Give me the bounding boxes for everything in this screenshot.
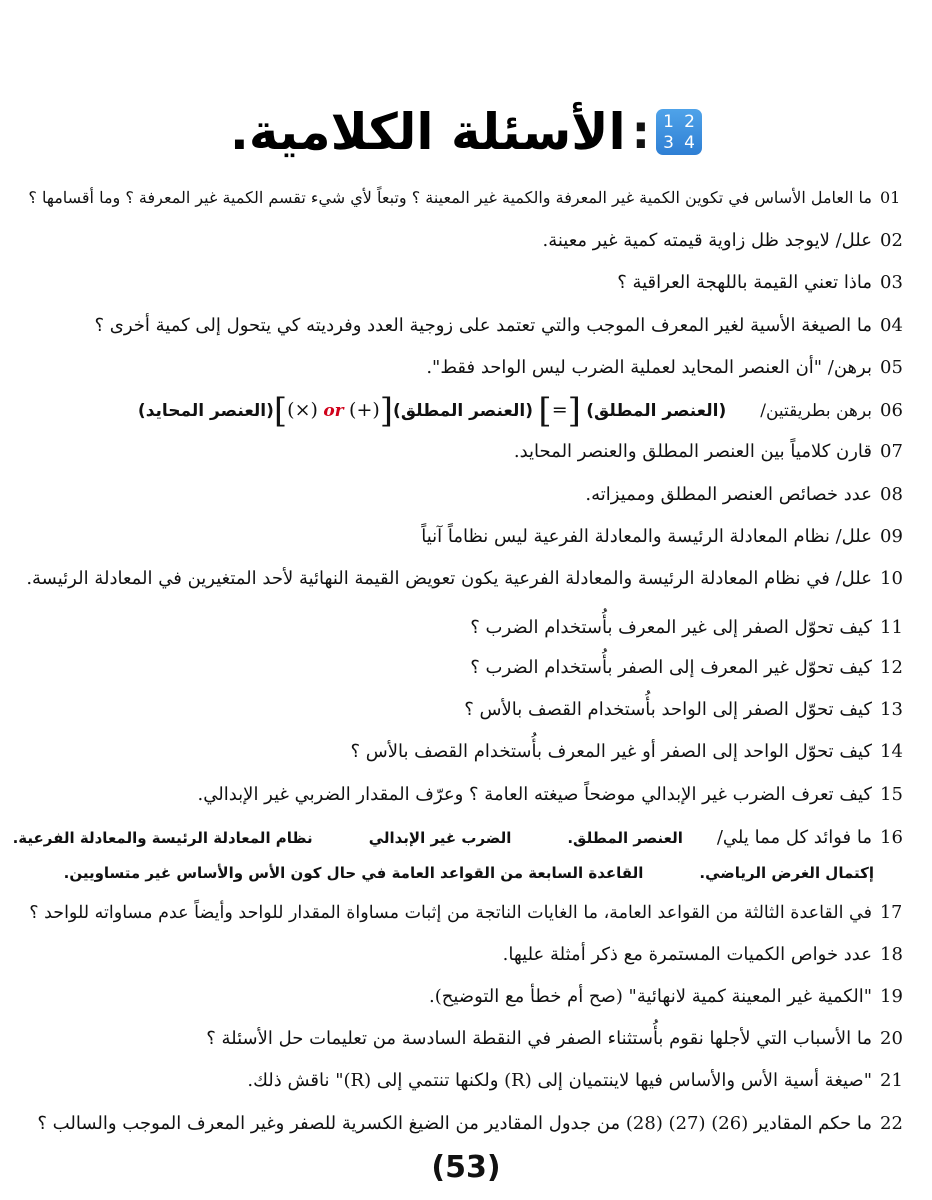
question-number: 08	[880, 484, 903, 505]
multiply-operator: (×)	[287, 399, 318, 421]
or-keyword: or	[323, 401, 344, 421]
benefit-item: نظام المعادلة الرئيسة والمعادلة الفرعية.	[12, 829, 313, 847]
question-number: 11	[880, 617, 903, 638]
plus-operator: (+)	[349, 399, 380, 421]
benefit-item: الضرب غير الإبدالي	[368, 829, 512, 847]
question-number: 16	[880, 827, 903, 848]
question-16-continued	[14, 862, 874, 884]
question-text: برهن/ "أن العنصر المحايد لعملية الضرب ليس الواحد فقط".	[426, 357, 872, 378]
question-text: عدد خواص الكميات المستمرة مع ذكر أمثلة عليها.	[502, 944, 872, 965]
question-text: كيف تحوّل غير المعرف إلى الصفر بأُستخدام الضرب ؟	[470, 657, 872, 678]
question-number: 01	[880, 188, 901, 207]
keycap-digit: 4	[684, 132, 695, 153]
question-text: ما حكم المقادير (26) (27) (28) من جدول المقادير من الضيغ الكسرية للصفر وغير المعرف الموجب والسالب ؟	[37, 1113, 872, 1134]
question-number: 17	[880, 903, 903, 923]
question-number: 10	[880, 568, 903, 589]
question-02	[14, 229, 910, 253]
question-number: 03	[880, 272, 903, 293]
question-text: كيف تعرف الضرب غير الإبدالي موضحاً صيغته العامة ؟ وعرّف المقدار الضربي غير الإبدالي.	[197, 784, 872, 805]
question-number: 07	[880, 441, 903, 462]
question-text: كيف تحوّل الصفر إلى الواحد بأُستخدام القصف بالأس ؟	[464, 699, 872, 720]
question-09	[14, 525, 910, 549]
question-15	[14, 783, 910, 807]
page-title	[0, 92, 932, 172]
question-12	[14, 656, 910, 680]
title-text: الأسئلة الكلامية.	[229, 103, 626, 161]
keycap-digit: 1	[663, 111, 674, 132]
question-text: علل/ لايوجد ظل زاوية قيمته كمية غير معينة.	[542, 230, 872, 251]
question-number: 13	[880, 699, 903, 720]
question-18	[14, 943, 910, 967]
page-number: (53)	[431, 1150, 501, 1185]
question-prefix: ما فوائد كل مما يلي/	[716, 827, 872, 848]
question-number: 14	[880, 741, 903, 762]
question-text: علل/ نظام المعادلة الرئيسة والمعادلة الفرعية ليس نظاماً آنياً	[421, 526, 872, 547]
question-08	[14, 483, 910, 507]
question-22	[14, 1112, 910, 1136]
question-04	[14, 314, 910, 338]
question-text: في القاعدة الثالثة من القواعد العامة، ما الغايات الناتجة من إثبات مساواة المقدار للواحد وأيضاً عدم مساواته للواحد ؟	[29, 903, 872, 923]
question-01	[14, 186, 910, 210]
question-17	[14, 901, 910, 925]
question-10	[14, 567, 910, 591]
question-number: 21	[880, 1070, 903, 1091]
question-text: ماذا تعني القيمة باللهجة العراقية ؟	[617, 272, 872, 293]
question-text: كيف تحوّل الواحد إلى الصفر أو غير المعرف بأُستخدام القصف بالأس ؟	[350, 741, 872, 762]
question-text: كيف تحوّل الصفر إلى غير المعرف بأُستخدام الضرب ؟	[470, 617, 872, 638]
question-06: 06برهن بطريقتين/(العنصر المطلق) [=] (العنصر المطلق)[(×) or (+)](العنصر المحايد)	[14, 398, 910, 423]
question-14	[14, 740, 910, 764]
number-keycap-icon	[656, 109, 702, 155]
question-text: قارن كلامياً بين العنصر المطلق والعنصر المحايد.	[513, 441, 872, 462]
question-number: 06	[880, 400, 903, 421]
question-number: 09	[880, 526, 903, 547]
question-20	[14, 1027, 910, 1051]
question-number: 04	[880, 315, 903, 336]
equals-sign: =	[551, 399, 568, 421]
question-number: 05	[880, 357, 903, 378]
question-13	[14, 698, 910, 722]
question-21	[14, 1069, 910, 1093]
question-number: 02	[880, 230, 903, 251]
title-colon: :	[631, 105, 651, 159]
question-number: 22	[880, 1113, 903, 1134]
question-07	[14, 440, 910, 464]
neutral-element-term: (العنصر المحايد)	[137, 401, 274, 421]
question-05	[14, 356, 910, 380]
question-text: عدد خصائص العنصر المطلق ومميزاته.	[585, 484, 872, 505]
benefit-item: إكتمال الغرض الرياضي.	[699, 864, 874, 882]
question-number: 19	[880, 986, 903, 1007]
benefit-item: العنصر المطلق.	[567, 829, 683, 847]
question-text: "صيغة أسية الأس والأساس فيها لاينتميان إلى (R) ولكنها تنتمي إلى (R)" ناقش ذلك.	[247, 1070, 872, 1091]
question-text: "الكمية غير المعينة كمية لانهائية" (صح أم خطأ مع التوضيح).	[428, 986, 872, 1007]
question-number: 15	[880, 784, 903, 805]
question-11	[14, 616, 910, 640]
question-number: 18	[880, 944, 903, 965]
question-19	[14, 985, 910, 1009]
question-prefix: برهن بطريقتين/	[760, 401, 872, 421]
question-number: 12	[880, 657, 903, 678]
question-text: علل/ في نظام المعادلة الرئيسة والمعادلة الفرعية يكون تعويض القيمة النهائية لأحد المتغيرين في المعادلة الرئيسة.	[26, 568, 872, 589]
question-number: 20	[880, 1028, 903, 1049]
absolute-element-term: (العنصر المطلق)	[586, 401, 727, 421]
absolute-element-term: (العنصر المطلق)	[393, 401, 534, 421]
question-text: ما الصيغة الأسية لغير المعرف الموجب والتي تعتمد على زوجية العدد وفرديته كي يتحول إلى كمية أخرى ؟	[94, 315, 872, 336]
question-text: ما العامل الأساس في تكوين الكمية غير المعرفة والكمية غير المعينة ؟ وتبعاً لأي شيء تقسم الكمية غير المعرفة ؟ وما أقسامها ؟	[28, 188, 872, 207]
benefit-item: القاعدة السابعة من القواعد العامة في حال كون الأس والأساس غير متساويين.	[63, 864, 644, 882]
question-text: ما الأسباب التي لأجلها نقوم بأُستثناء الصفر في النقطة السادسة من تعليمات حل الأسئلة ؟	[206, 1028, 872, 1049]
question-03	[14, 271, 910, 295]
question-16	[14, 826, 910, 850]
keycap-digit: 2	[684, 111, 695, 132]
keycap-digit: 3	[663, 132, 674, 153]
